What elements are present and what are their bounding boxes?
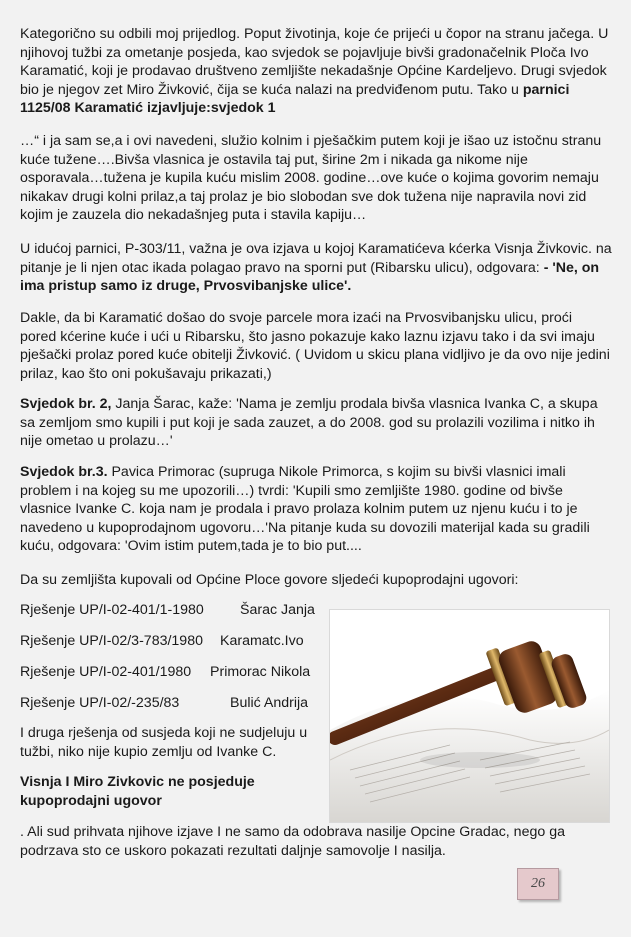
paragraph-no-contract: Visnja I Miro Zivkovic ne posjeduje kupoprodajni ugovor (20, 774, 255, 809)
intro-bold-reference: parnici 1125/08 Karamatić izjavljuje:svjedok 1 (20, 81, 570, 116)
paragraph-court: . Ali sud prihvata njihove izjave I ne samo da odobrava nasilje Opcine Gradac, nego ga podrzava sto ce uskoro pokazati rezultati daljnje samovolje I nasilja. (20, 824, 565, 859)
witness2-text: Janja Šarac, kaže: 'Nama je zemlju prodala bivša vlasnica Ivanka C, a skupa sa zemljom smo kupili i put koji je sada zauzet, a do 2008. god su prolazili vozilima i nitko ih nije ometao u prolazu…' (20, 396, 598, 449)
paragraph-other-decisions: I druga rješenja od susjeda koji ne sudjeluju u tužbi, niko nije kupio zemlju od Ivanke C. (20, 725, 308, 760)
contract-row (20, 632, 320, 651)
gavel-photo (329, 609, 610, 823)
contract-row (20, 601, 320, 620)
gavel-on-book-illustration (330, 610, 609, 822)
contract-number: Rješenje UP/I-02/-235/83 (20, 695, 180, 711)
witness3-text: Pavica Primorac (supruga Nikole Primorca, s kojim su bivši vlasnici imali problem i na kojeg su me upozorili…) tvrdi: 'Kupili smo zemljište 1980. godine od bivše vlasnice Ivanke C. koja nam je prodala i pravo prolaza kolnim putem uz njenu kuću i to je navedeno u kupoprodajnom ugovoru…'Na pitanje kuda su dovozili materijal kada su gradili kuću, odgovara: 'Ovim istim putem,tada je to bio put.... (20, 464, 590, 554)
paragraph-witness2 (20, 395, 612, 451)
contract-row (20, 663, 320, 682)
page-number: 26 (517, 868, 559, 900)
contract-number: Rješenje UP/I-02/3-783/1980 (20, 633, 203, 649)
contract-row (20, 694, 320, 713)
paragraph-witness1-quote: …“ i ja sam se,a i ovi navedeni, služio kolnim i pješačkim putem koji je išao uz istočnu stranu kuće tužene….Bivša vlasnica je ostavila taj put, širine 2m i nikada ga nikome nije osporavala…tužena je kupila kuću mislim 2008. godine…ove kuće o kojima govorim nemaju nikakav drugi kolni prilaz,a taj prolaz je bio slobodan sve dok tužena nije napravila novi zid kojim je zauzela dio nekadašnjeg puta i stavila kapiju… (20, 133, 602, 223)
contract-holder: Karamatc.Ivo (220, 633, 304, 649)
intro-text: Kategorično su odbili moj prijedlog. Poput životinja, koje će prijeći u čopor na stranu jačega. U njihovoj tužbi za ometanje posjeda, kao svjedok se pojavljuje bivši gradonačelnik Ploča Ivo Karamatić, koji je prodavao društveno zemljište nekadašnje Općine Kardeljevo. Drugi svjedok bio je njegov zet Miro Živković, čija se kuća nalazi na predviđenom putu. Tako u (20, 26, 609, 98)
next-case-text: U idućoj parnici, P-303/11, važna je ova izjava u kojoj Karamatićeva kćerka Visnja Živkovic. na pitanje je li njen otac ikada polagao pravo na sporni put (Ribarsku ulicu), odgovara: (20, 241, 612, 276)
witness2-label: Svjedok br. 2, (20, 396, 112, 412)
contract-number: Rješenje UP/I-02-401/1-1980 (20, 602, 204, 618)
paragraph-next-case (20, 240, 612, 296)
witness3-label: Svjedok br.3. (20, 464, 108, 480)
contract-number: Rješenje UP/I-02-401/1980 (20, 664, 192, 680)
contract-holder: Bulić Andrija (230, 695, 309, 711)
paragraph-contracts-intro: Da su zemljišta kupovali od Općine Ploce govore sljedeći kupoprodajni ugovori: (20, 572, 519, 588)
paragraph-intro (20, 25, 612, 118)
paragraph-witness3 (20, 463, 612, 556)
next-case-bold-quote: - 'Ne, on ima pristup samo iz druge, Prvosvibanjske ulice'. (20, 259, 600, 294)
contract-holder: Šarac Janja (240, 602, 315, 618)
paragraph-conclusion: Dakle, da bi Karamatić došao do svoje parcele mora izaći na Prvosvibanjsku ulicu, proći pored kćerine kuće i ući u Ribarsku, što jasno pokazuje kako laznu izjavu tako i da svi imaju pješački prolaz pored kuće obitelji Živković. ( Uvidom u skicu plana vidljivo je da ovo nije jedini prilaz, kao što oni pokušavaju prikazati,) (20, 310, 610, 382)
contract-holder: Primorac Nikola (210, 664, 311, 680)
